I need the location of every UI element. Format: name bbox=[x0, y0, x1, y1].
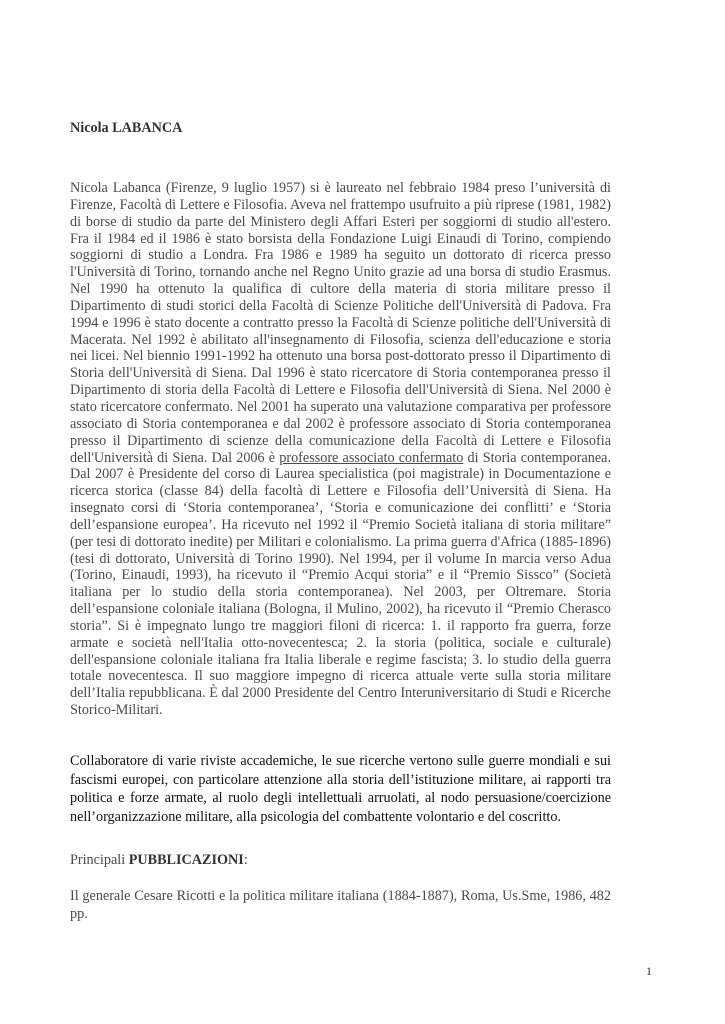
author-heading: Nicola LABANCA bbox=[70, 120, 183, 136]
publications-heading-suffix: : bbox=[243, 852, 248, 868]
publication-item: Il generale Cesare Ricotti e la politica militare italiana (1884-1887), Roma, Us.Sme, 1986, 482 pp. bbox=[70, 888, 611, 922]
biography-text-part-2: di Storia contemporanea. Dal 2007 è Presidente del corso di Laurea specialistica (poi magistrale) in Documentazione e ricerca storica (classe 84) della facoltà di Lettere e Filosofia dell’Università di Siena. Ha insegnato corsi di ‘Storia contemporanea’, ‘Storia e comunicazione dei conflitti’ e ‘Storia dell’espansione europea’. Ha ricevuto nel 1992 il “Premio Società italiana di storia militare” (per tesi di dottorato inedite) per Militari e colonialismo. La prima guerra d'Africa (1885-1896) (tesi di dottorato, Università di Torino 1990). Nel 1994, per il volume In marcia verso Adua (Torino, Einaudi, 1993), ha ricevuto il “Premio Acqui storia” e il “Premio Sissco” (Società italiana per lo studio della storia contemporanea). Nel 2003, per Oltremare. Storia dell’espansione coloniale italiana (Bologna, il Mulino, 2002), ha ricevuto il “Premio Cherasco storia”. Si è impegnato lungo tre maggiori filoni di ricerca: 1. il rapporto fra guerra, forze armate e società nell'Italia otto-novecentesca; 2. la storia (politica, sociale e culturale) dell'espansione coloniale italiana fra Italia liberale e regime fascista; 3. lo studio della guerra totale novecentesca. Il suo maggiore impegno di ricerca attuale verte sulla storia militare dell’Italia repubblicana. È dal 2000 Presidente del Centro Interuniversitario di Studi e Ricerche Storico-Militari. bbox=[70, 449, 611, 719]
biography-paragraph bbox=[70, 180, 611, 719]
collaboration-paragraph: Collaboratore di varie riviste accademiche, le sue ricerche vertono sulle guerre mondiali e sui fascismi europei, con particolare attenzione alla storia dell’istituzione militare, ai rapporti tra politica e forze armate, al ruolo degli intellettuali arruolati, al nodo persuasione/coercizione nell’organizzazione militare, alla psicologia del combattente volontario e del coscritto. bbox=[70, 753, 611, 825]
page-number: 1 bbox=[646, 964, 652, 978]
publications-heading bbox=[70, 852, 248, 869]
professore-associato-link[interactable]: professore associato confermato bbox=[279, 449, 464, 466]
publications-heading-prefix: Principali bbox=[70, 852, 129, 868]
biography-text-part-1: Nicola Labanca (Firenze, 9 luglio 1957) si è laureato nel febbraio 1984 preso l’università di Firenze, Facoltà di Lettere e Filosofia. Aveva nel frattempo usufruito a più riprese (1981, 1982) di borse di studio da parte del Ministero degli Affari Esteri per soggiorni di studio all'estero. Fra il 1984 ed il 1986 è stato borsista della Fondazione Luigi Einaudi di Torino, compiendo soggiorni di studio a Londra. Fra 1986 e 1989 ha seguito un dottorato di ricerca presso l'Università di Torino, tornando anche nel Regno Unito grazie ad una borsa di studio Erasmus. Nel 1990 ha ottenuto la qualifica di cultore della materia di storia militare presso il Dipartimento di studi storici della Facoltà di Scienze Politiche dell'Università di Padova. Fra 1994 e 1996 è stato docente a contratto presso la Facoltà di Scienze politiche dell'Università di Macerata. Nel 1992 è abilitato all'insegnamento di Filosofia, scienza dell'educazione e storia nei licei. Nel biennio 1991-1992 ha ottenuto una borsa post-dottorato presso il Dipartimento di Storia dell'Università di Siena. Dal 1996 è stato ricercatore di Storia contemporanea presso il Dipartimento di storia della Facoltà di Lettere e Filosofia dell'Università di Siena. Nel 2000 è stato ricercatore confermato. Nel 2001 ha superato una valutazione comparativa per professore associato di Storia contemporanea e dal 2002 è professore associato di Storia contemporanea presso il Dipartimento di scienze della comunicazione della Facoltà di Lettere e Filosofia dell'Università di Siena. Dal 2006 è bbox=[70, 180, 611, 466]
publications-heading-bold: PUBBLICAZIONI bbox=[128, 852, 244, 868]
